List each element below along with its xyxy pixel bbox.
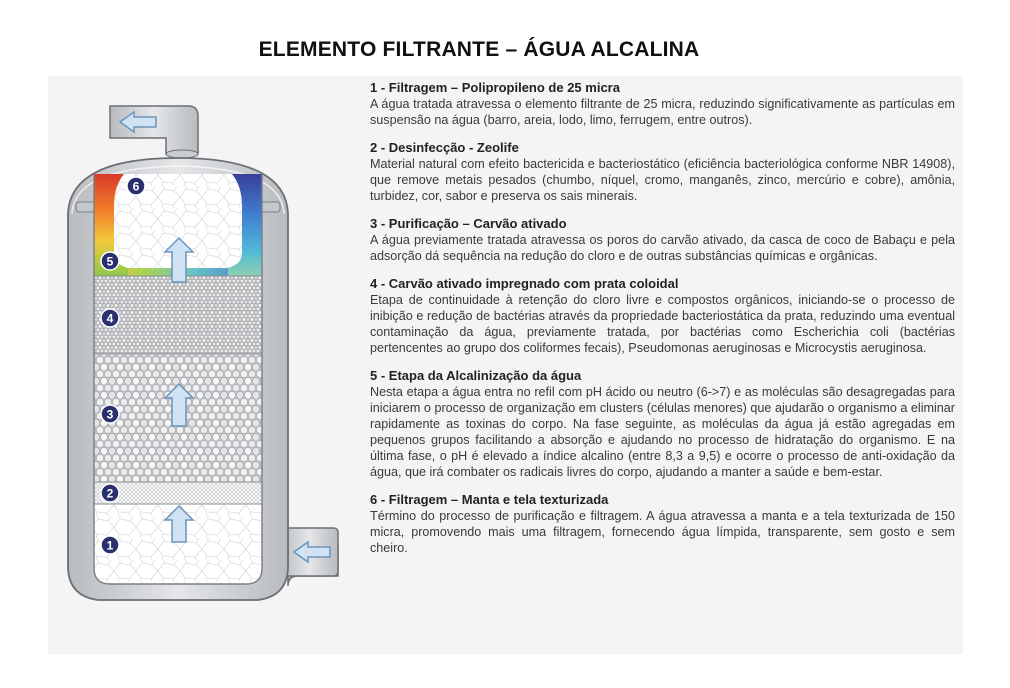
- stage-badge-5-label: 5: [106, 254, 114, 269]
- stage-body: Etapa de continuidade à retenção do cloro livre e compostos orgânicos, iniciando-se o processo de inibição e redução de bactérias através da propriedade bacteriostática da prata, reduzindo uma eventual contaminação da água, previamente tratada, por bactérias como Escherichia coli (bactérias pertencentes ao grupo dos coliformes fecais), Pseudomonas aeruginosas e Microcystis aeruginosa.: [370, 293, 955, 355]
- stage-descriptions: [370, 80, 955, 568]
- stage-badge-5: [101, 252, 119, 270]
- stage-body: A água previamente tratada atravessa os poros do carvão ativado, da casca de coco de Babaçu e pela adsorção dá sequência na redução do cloro e de outras substâncias químicas e orgânicas.: [370, 233, 955, 263]
- stage-badge-1: [101, 536, 119, 554]
- stage-section-2: [370, 140, 955, 204]
- stage-section-6: [370, 492, 955, 556]
- stage-heading: 4 - Carvão ativado impregnado com prata coloidal: [370, 276, 679, 291]
- stage-heading: 5 - Etapa da Alcalinização da água: [370, 368, 582, 383]
- stage-badge-6: [127, 177, 145, 195]
- stage-badge-4: [101, 309, 119, 327]
- stage-body: A água tratada atravessa o elemento filtrante de 25 micra, reduzindo significativamente as partículas em suspensão na água (barro, areia, lodo, limo, ferrugem, entre outros).: [370, 97, 955, 127]
- stage-badge-3: [101, 405, 119, 423]
- stage-badge-3-label: 3: [106, 407, 114, 422]
- stage-badge-2-label: 2: [106, 486, 114, 501]
- stage-heading: 1 - Filtragem – Polipropileno de 25 micra: [370, 80, 620, 95]
- filter-diagram: [48, 76, 358, 654]
- stage-section-3: [370, 216, 955, 264]
- stage-heading: 2 - Desinfecção - Zeolife: [370, 140, 519, 155]
- stage-section-4: [370, 276, 955, 356]
- stage-badge-2: [101, 484, 119, 502]
- stage-badge-6-label: 6: [132, 179, 140, 194]
- stage-heading: 3 - Purificação – Carvão ativado: [370, 216, 567, 231]
- stage-section-1: [370, 80, 955, 128]
- stage-body: Material natural com efeito bactericida e bacteriostático (eficiência bacteriológica conforme NBR 14908), que remove metais pesados (chumbo, níquel, cromo, manganês, zinco, mercúrio e cobre), amônia, turbidez, cor, sabor e preserva os sais minerais.: [370, 157, 955, 203]
- stage-heading: 6 - Filtragem – Manta e tela texturizada: [370, 492, 609, 507]
- stage-badge-1-label: 1: [106, 538, 114, 553]
- stage-body: Término do processo de purificação e filtragem. A água atravessa a manta e a tela texturizada de 150 micra, promovendo mais uma filtragem, fornecendo água límpida, transparente, sem gosto e sem cheiro.: [370, 509, 955, 555]
- stage-badge-4-label: 4: [106, 311, 114, 326]
- stage-section-5: [370, 368, 955, 480]
- stage-body: Nesta etapa a água entra no refil com pH ácido ou neutro (6->7) e as moléculas são desagregadas para iniciarem o processo de organização em clusters (células menores) que ajudarão o organismo a eliminar rapidamente as toxinas do corpo. Na fase seguinte, as moléculas da água já estão agregadas em pequenos grupos facilitando a absorção e ajudando no processo de hidratação do organismo. E na última fase, o pH é elevado a índice alcalino (entre 8,3 a 9,5) e ocorre o processo de anti-oxidação da água, que irá combater os radicais livres do corpo, ajudando a manter a saúde e bem-estar.: [370, 385, 955, 479]
- outlet-pipe: [110, 106, 198, 158]
- page-title: ELEMENTO FILTRANTE – ÁGUA ALCALINA: [258, 38, 700, 61]
